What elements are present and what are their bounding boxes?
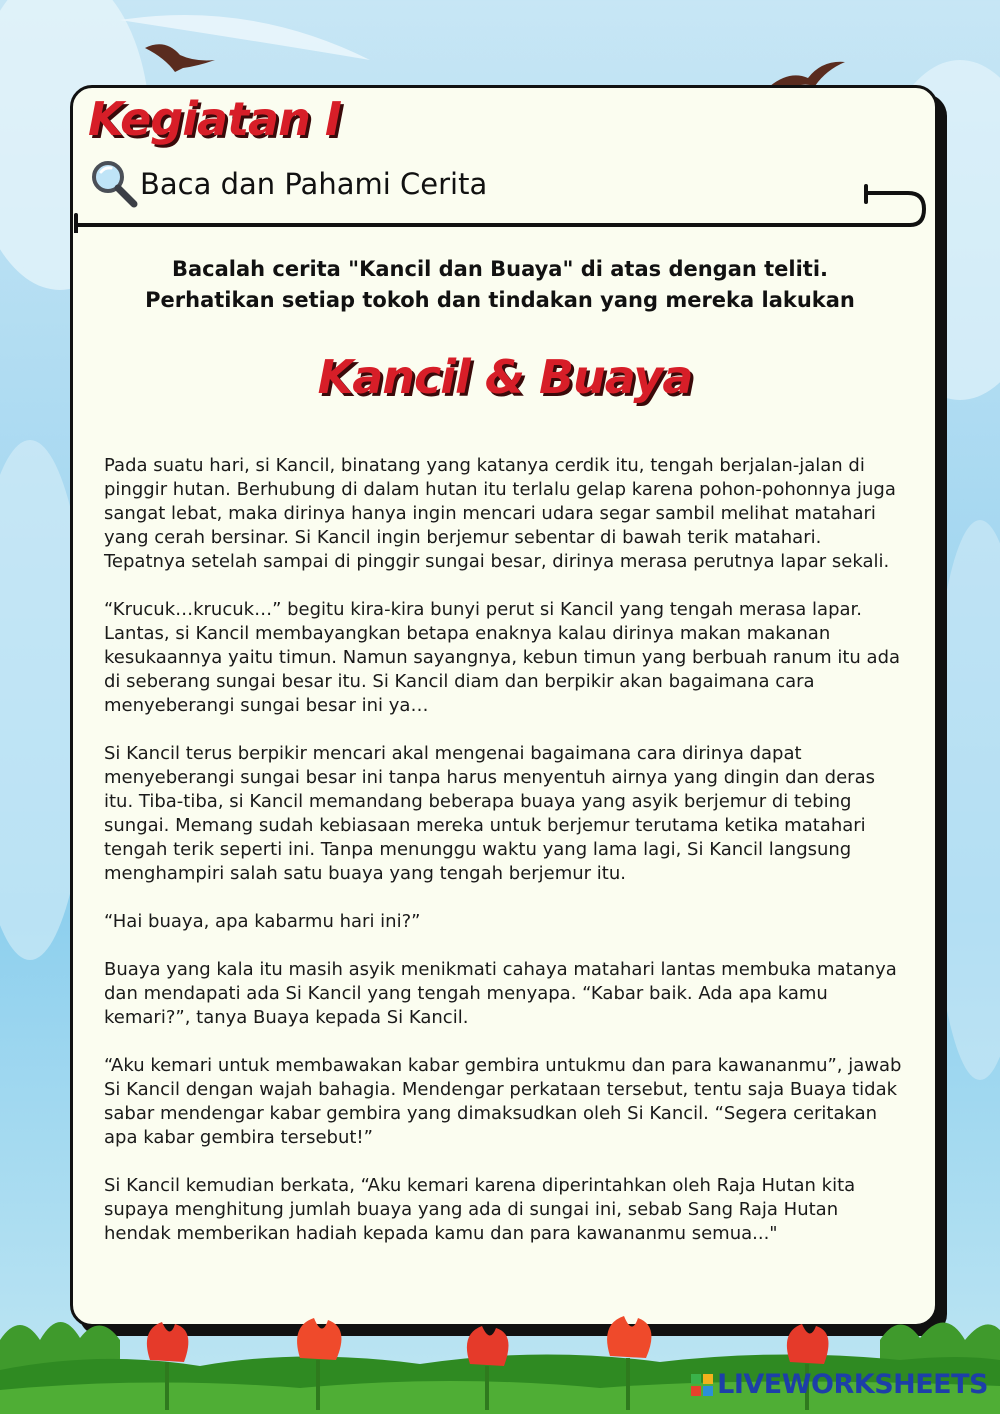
story-paragraph: “Hai buaya, apa kabarmu hari ini?” — [104, 911, 421, 932]
instruction-line-1: Bacalah cerita "Kancil dan Buaya" di atas dengan teliti. — [171, 257, 829, 281]
hook-divider — [72, 183, 932, 233]
instruction-text — [90, 254, 910, 316]
instruction-line-2: Perhatikan setiap tokoh dan tindakan yang mereka lakukan — [145, 288, 855, 312]
story-paragraph: Pada suatu hari, si Kancil, binatang yang katanya cerdik itu, tengah berjalan-jalan di pinggir hutan. Berhubung di dalam hutan itu terlalu gelap karena pohon-pohonnya juga sangat lebat, maka dirinya hanya ingin mencari udara segar sambil melihat matahari yang cerah bersinar. Si Kancil ingin berjemur sebentar di bawah terik matahari. Tepatnya setelah sampai di pinggir sungai besar, dirinya merasa perutnya lapar sekali. — [104, 455, 896, 572]
story-paragraph: Si Kancil kemudian berkata, “Aku kemari karena diperintahkan oleh Raja Hutan kita supaya menghitung jumlah buaya yang ada di sungai ini, sebab Sang Raja Hutan hendak memberikan hadiah kepada kamu dan para kawananmu semua..." — [104, 1175, 856, 1244]
story-title: Kancil & Buaya — [317, 350, 693, 404]
activity-subtitle: Baca dan Pahami Cerita — [140, 167, 488, 201]
liveworksheets-badge-icon — [691, 1374, 713, 1396]
liveworksheets-logo[interactable] — [691, 1369, 988, 1400]
liveworksheets-wordmark: LIVEWORKSHEETS — [717, 1369, 988, 1400]
story-paragraph: Si Kancil terus berpikir mencari akal mengenai bagaimana cara dirinya dapat menyeberangi sungai besar ini tanpa harus menyentuh airnya yang dingin dan deras itu. Tiba-tiba, si Kancil memandang beberapa buaya yang asyik berjemur di tebing sungai. Memang sudah kebiasaan mereka untuk berjemur terutama ketika matahari tengah terik seperti ini. Tanpa menunggu waktu yang lama lagi, Si Kancil langsung menghampiri salah satu buaya yang tengah berjemur itu. — [104, 743, 875, 884]
story-paragraph: “Aku kemari untuk membawakan kabar gembira untukmu dan para kawananmu”, jawab Si Kancil dengan wajah bahagia. Mendengar perkataan tersebut, tentu saja Buaya tidak sabar mendengar kabar gembira yang dimaksudkan oleh Si Kancil. “Segera ceritakan apa kabar gembira tersebut!” — [104, 1055, 902, 1148]
story-paragraph: Buaya yang kala itu masih asyik menikmati cahaya matahari lantas membuka matanya dan mendapati ada Si Kancil yang tengah menyapa. “Kabar baik. Ada apa kamu kemari?”, tanya Buaya kepada Si Kancil. — [104, 959, 897, 1028]
story-body — [104, 454, 904, 1270]
bird-left-icon — [145, 44, 215, 72]
story-paragraph: “Krucuk…krucuk…” begitu kira-kira bunyi perut si Kancil yang tengah merasa lapar. Lantas, si Kancil membayangkan betapa enaknya kalau dirinya makan makanan kesukaannya yaitu timun. Namun sayangnya, kebun timun yang berbuah ranum itu ada di seberang sungai besar itu. Si Kancil diam dan berpikir akan bagaimana cara menyeberangi sungai besar ini ya… — [104, 599, 901, 716]
activity-title: Kegiatan I — [88, 92, 341, 146]
